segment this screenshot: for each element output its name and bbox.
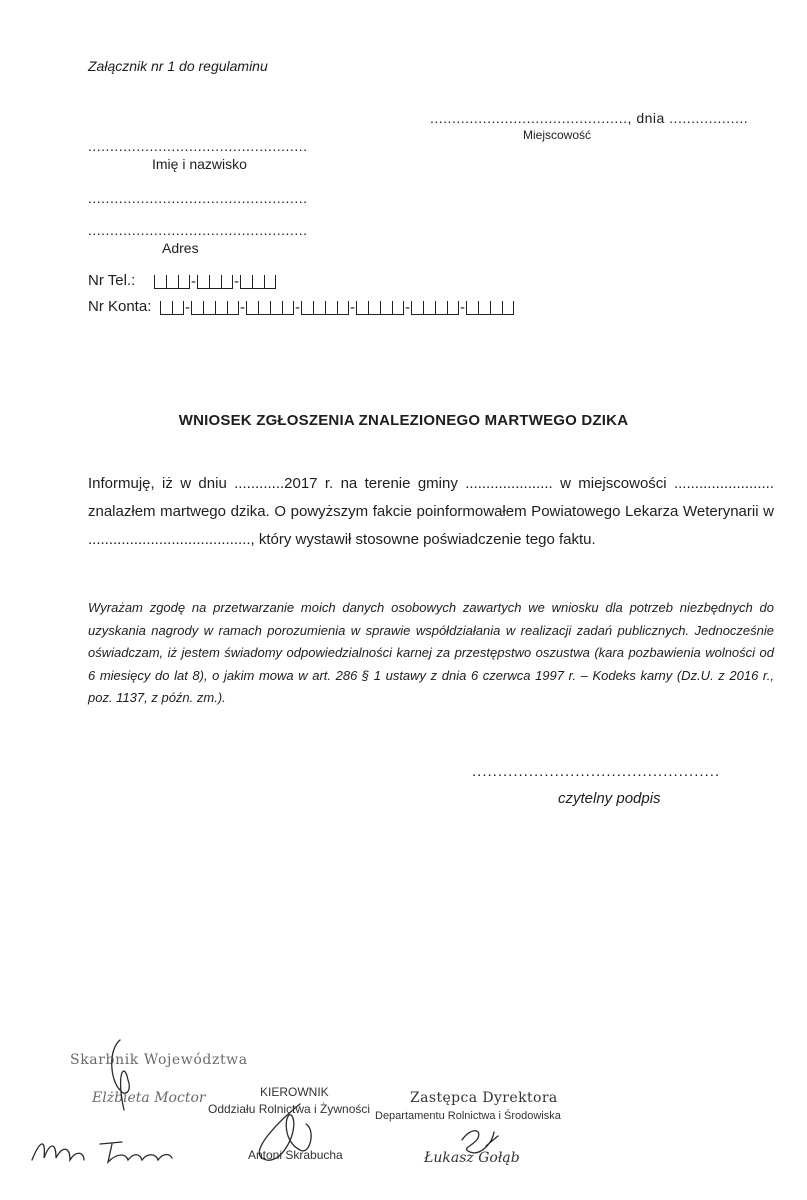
account-digit-box[interactable] [313, 301, 325, 315]
phone-digit-box[interactable] [240, 275, 252, 289]
account-group[interactable] [246, 301, 294, 315]
account-digit-box[interactable] [435, 301, 447, 315]
phone-group[interactable] [154, 275, 190, 289]
phone-digit-box[interactable] [221, 275, 233, 289]
account-separator: - [185, 299, 190, 316]
account-digit-box[interactable] [423, 301, 435, 315]
phone-digit-box[interactable] [178, 275, 190, 289]
deputy-stamp-name: Łukasz Gołąb [424, 1150, 520, 1166]
account-group[interactable] [160, 301, 184, 315]
phone-digit-box[interactable] [197, 275, 209, 289]
signature-field[interactable]: ................................................ [472, 763, 721, 780]
account-digit-box[interactable] [337, 301, 349, 315]
phone-separator: - [234, 273, 239, 290]
phone-digit-box[interactable] [166, 275, 178, 289]
account-group[interactable] [301, 301, 349, 315]
account-group[interactable] [191, 301, 239, 315]
account-digit-box[interactable] [258, 301, 270, 315]
phone-digit-box[interactable] [252, 275, 264, 289]
account-digit-box[interactable] [227, 301, 239, 315]
account-separator: - [350, 299, 355, 316]
address-field-2[interactable]: .................................................. [88, 222, 308, 238]
account-digit-box[interactable] [282, 301, 294, 315]
account-digit-box[interactable] [172, 301, 184, 315]
signature-label: czytelny podpis [558, 790, 661, 807]
head-stamp-dept: Oddziału Rolnictwa i Żywności [208, 1102, 371, 1116]
consent-statement: Wyrażam zgodę na przetwarzanie moich danych osobowych zawartych we wniosku dla potrzeb niezbędnych do uzyskania nagrody w ramach porozumienia w sprawie współdziałania w realizacji zadań publicznych. Jednocześnie oświadczam, iż jestem świadomy odpowiedzialności karnej za przestępstwo oszustwa (kara pozbawienia wolności od 6 miesięcy do lat 8), o jakim mowa w art. 286 § 1 ustawy z dnia 6 czerwca 1997 r. – Kodeks karny (Dz.U. z 2016 r., poz. 1137, z późn. zm.). [88, 600, 774, 705]
place-label: Miejscowość [523, 128, 592, 142]
head-signature [259, 1104, 311, 1160]
treasurer-stamp-title: Skarbnik Województwa [70, 1052, 248, 1068]
account-digit-box[interactable] [246, 301, 258, 315]
name-field[interactable]: .................................................. [88, 138, 308, 154]
account-row [88, 298, 514, 315]
name-label: Imię i nazwisko [152, 156, 247, 172]
deputy-stamp-dept: Departamentu Rolnictwa i Środowiska [375, 1110, 561, 1122]
head-stamp-title: KIEROWNIK [260, 1085, 329, 1099]
account-digit-box[interactable] [478, 301, 490, 315]
account-digit-box[interactable] [356, 301, 368, 315]
account-digit-box[interactable] [301, 301, 313, 315]
place-date-field[interactable]: ............................................., dnia .................. [430, 110, 749, 126]
account-digit-box[interactable] [411, 301, 423, 315]
account-digit-box[interactable] [270, 301, 282, 315]
account-group[interactable] [466, 301, 514, 315]
phone-group[interactable] [197, 275, 233, 289]
account-digit-box[interactable] [466, 301, 478, 315]
phone-digit-box[interactable] [209, 275, 221, 289]
treasurer-stamp-name: Elżbieta Moctor [92, 1090, 206, 1106]
phone-digit-box[interactable] [154, 275, 166, 289]
head-stamp-name: Antoni Skrabucha [248, 1148, 343, 1162]
account-separator: - [460, 299, 465, 316]
account-digit-box[interactable] [502, 301, 514, 315]
treasurer-handwriting-right [100, 1142, 172, 1162]
account-group[interactable] [356, 301, 404, 315]
treasurer-handwriting-left [32, 1144, 84, 1160]
account-label: Nr Konta: [88, 298, 152, 315]
address-label: Adres [162, 240, 199, 256]
phone-separator: - [191, 273, 196, 290]
deputy-stamp-title: Zastępca Dyrektora [410, 1090, 558, 1106]
account-separator: - [240, 299, 245, 316]
phone-boxes[interactable] [154, 275, 276, 289]
account-digit-box[interactable] [203, 301, 215, 315]
account-digit-box[interactable] [215, 301, 227, 315]
phone-group[interactable] [240, 275, 276, 289]
phone-label: Nr Tel.: [88, 272, 136, 289]
account-digit-box[interactable] [392, 301, 404, 315]
account-digit-box[interactable] [380, 301, 392, 315]
deputy-signature [462, 1131, 498, 1153]
phone-row [88, 272, 276, 289]
phone-digit-box[interactable] [264, 275, 276, 289]
handwritten-signatures [0, 1020, 807, 1200]
account-digit-box[interactable] [160, 301, 172, 315]
account-digit-box[interactable] [447, 301, 459, 315]
account-digit-box[interactable] [191, 301, 203, 315]
address-field-1[interactable]: .................................................. [88, 190, 308, 206]
report-statement: Informuję, iż w dniu ............2017 r. na terenie gminy ..................... w miejscowości ........................ znalazłem martwego dzika. O powyższym fakcie poinformowałem Powiatowego Lekarza Weterynarii w ......................................., który wystawił stosowne poświadczenie tego faktu. [88, 475, 774, 548]
account-digit-box[interactable] [368, 301, 380, 315]
account-boxes[interactable] [160, 301, 514, 315]
attachment-note: Załącznik nr 1 do regulaminu [88, 58, 268, 74]
account-group[interactable] [411, 301, 459, 315]
account-digit-box[interactable] [490, 301, 502, 315]
account-separator: - [405, 299, 410, 316]
document-title: WNIOSEK ZGŁOSZENIA ZNALEZIONEGO MARTWEGO DZIKA [178, 412, 629, 429]
treasurer-signature-mark [112, 1040, 130, 1110]
account-separator: - [295, 299, 300, 316]
account-digit-box[interactable] [325, 301, 337, 315]
